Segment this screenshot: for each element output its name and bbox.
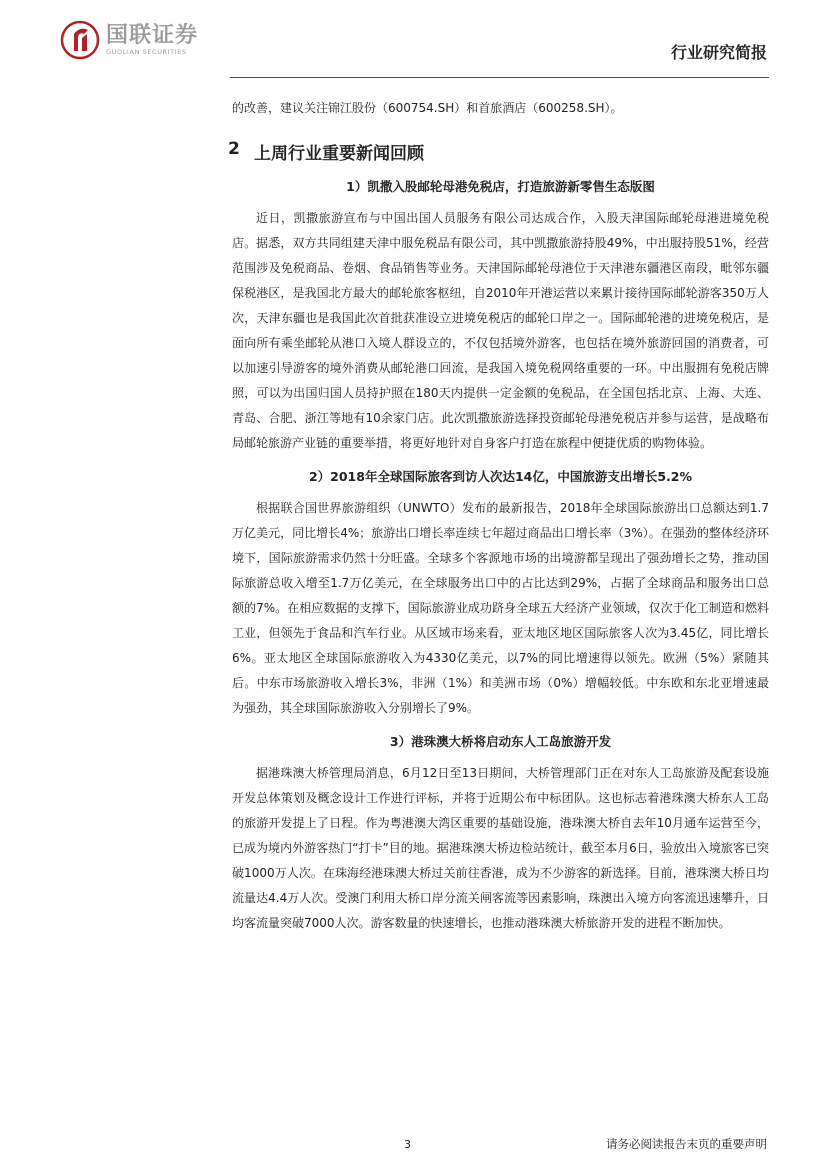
news-title: 3）港珠澳大桥将启动东人工岛旅游开发: [389, 734, 612, 749]
news-body: 根据联合国世界旅游组织（UNWTO）发布的最新报告，2018年全球国际旅游出口总额达到1.7万亿美元，同比增长4%；旅游出口增长率连续七年超过商品出口增长率（3%）。在强劲的整体经济环境下，国际旅游需求仍然十分旺盛。全球多个客源地市场的出境游都呈现出了强劲增长之势，推动国际旅游总收入增至1.7万亿美元，在全球服务出口中的占比达到29%，占据了全球商品和服务出口总额的7%。在相应数据的支撑下，国际旅游业成功跻身全球五大经济产业领域，仅次于化工制造和燃料工业，但领先于食品和汽车行业。从区域市场来看，亚太地区地区国际旅客人次为3.45亿，同比增长6%。亚太地区全球国际旅游收入为4330亿美元，以7%的同比增速得以领先。欧洲（5%）紧随其后。中东市场旅游收入增长3%，非洲（1%）和美洲市场（0%）增幅较低。中东欧和东北亚增速最为强劲，其全球国际旅游收入分别增长了9%。: [232, 501, 769, 715]
news-body: 近日，凯撒旅游宣布与中国出国人员服务有限公司达成合作，入股天津国际邮轮母港进境免税店。据悉，双方共同组建天津中服免税品有限公司，其中凯撒旅游持股49%，中出服持股51%，经营范围涉及免税商品、卷烟、食品销售等业务。天津国际邮轮母港位于天津港东疆港区南段，毗邻东疆保税港区，是我国北方最大的邮轮旅客枢纽，自2010年开港运营以来累计接待国际邮轮游客350万人次，天津东疆也是我国此次首批获准设立进境免税店的邮轮口岸之一。国际邮轮港的进境免税店，是面向所有乘坐邮轮从港口入境人群设立的，不仅包括境外游客，也包括在境外旅游回国的消费者，可以加速引导游客的境外消费从邮轮港口回流，是我国入境免税网络重要的一环。中出服拥有免税店牌照，可以为出国归国人员持护照在180天内提供一定金额的免税品，在全国包括北京、上海、大连、青岛、合肥、浙江等地有10余家门店。此次凯撒旅游选择投资邮轮母港免税店并参与运营，是战略布局邮轮旅游产业链的重要举措，将更好地针对自身客户打造在旅程中便捷优质的购物体验。: [232, 211, 769, 450]
page-header: [0, 0, 827, 86]
report-type-label: 行业研究简报: [670, 43, 767, 62]
section-heading: [228, 139, 769, 164]
company-logo: [60, 20, 198, 60]
intro-paragraph-tail: 的改善，建议关注锦江股份（600754.SH）和首旅酒店（600258.SH）。: [232, 101, 623, 115]
news-title: 2）2018年全球国际旅客到访人次达14亿，中国旅游支出增长5.2%: [308, 469, 693, 484]
page-number: 3: [404, 1138, 411, 1151]
news-body: 据港珠澳大桥管理局消息，6月12日至13日期间，大桥管理部门正在对东人工岛旅游及配套设施开发总体策划及概念设计工作进行评标，并将于近期公布中标团队。这也标志着港珠澳大桥东人工岛的旅游开发提上了日程。作为粤港澳大湾区重要的基础设施，港珠澳大桥自去年10月通车运营至今，已成为境内外游客热门“打卡”目的地。据港珠澳大桥边检站统计，截至本月6日，验放出入境旅客已突破1000万人次。在珠海经港珠澳大桥过关前往香港，成为不少游客的新选择。目前，港珠澳大桥日均流量达4.4万人次。受澳门利用大桥口岸分流关闸客流等因素影响，珠澳出入境方向客流迅速攀升，日均客流量突破7000人次。游客数量的快速增长，也推动港珠澳大桥旅游开发的进程不断加快。: [232, 766, 769, 930]
disclaimer-note: 请务必阅读报告末页的重要声明: [606, 1137, 767, 1151]
main-content: [228, 96, 769, 936]
logo-chinese-name: 国联证券: [106, 23, 199, 48]
logo-mark-icon: [60, 20, 100, 60]
news-title: 1）凯撒入股邮轮母港免税店，打造旅游新零售生态版图: [346, 179, 655, 194]
section-number: 2: [228, 139, 240, 159]
header-divider: [230, 77, 769, 78]
section-title: 上周行业重要新闻回顾: [254, 144, 424, 164]
logo-english-name: GUOLIAN SECURITIES: [106, 48, 187, 56]
